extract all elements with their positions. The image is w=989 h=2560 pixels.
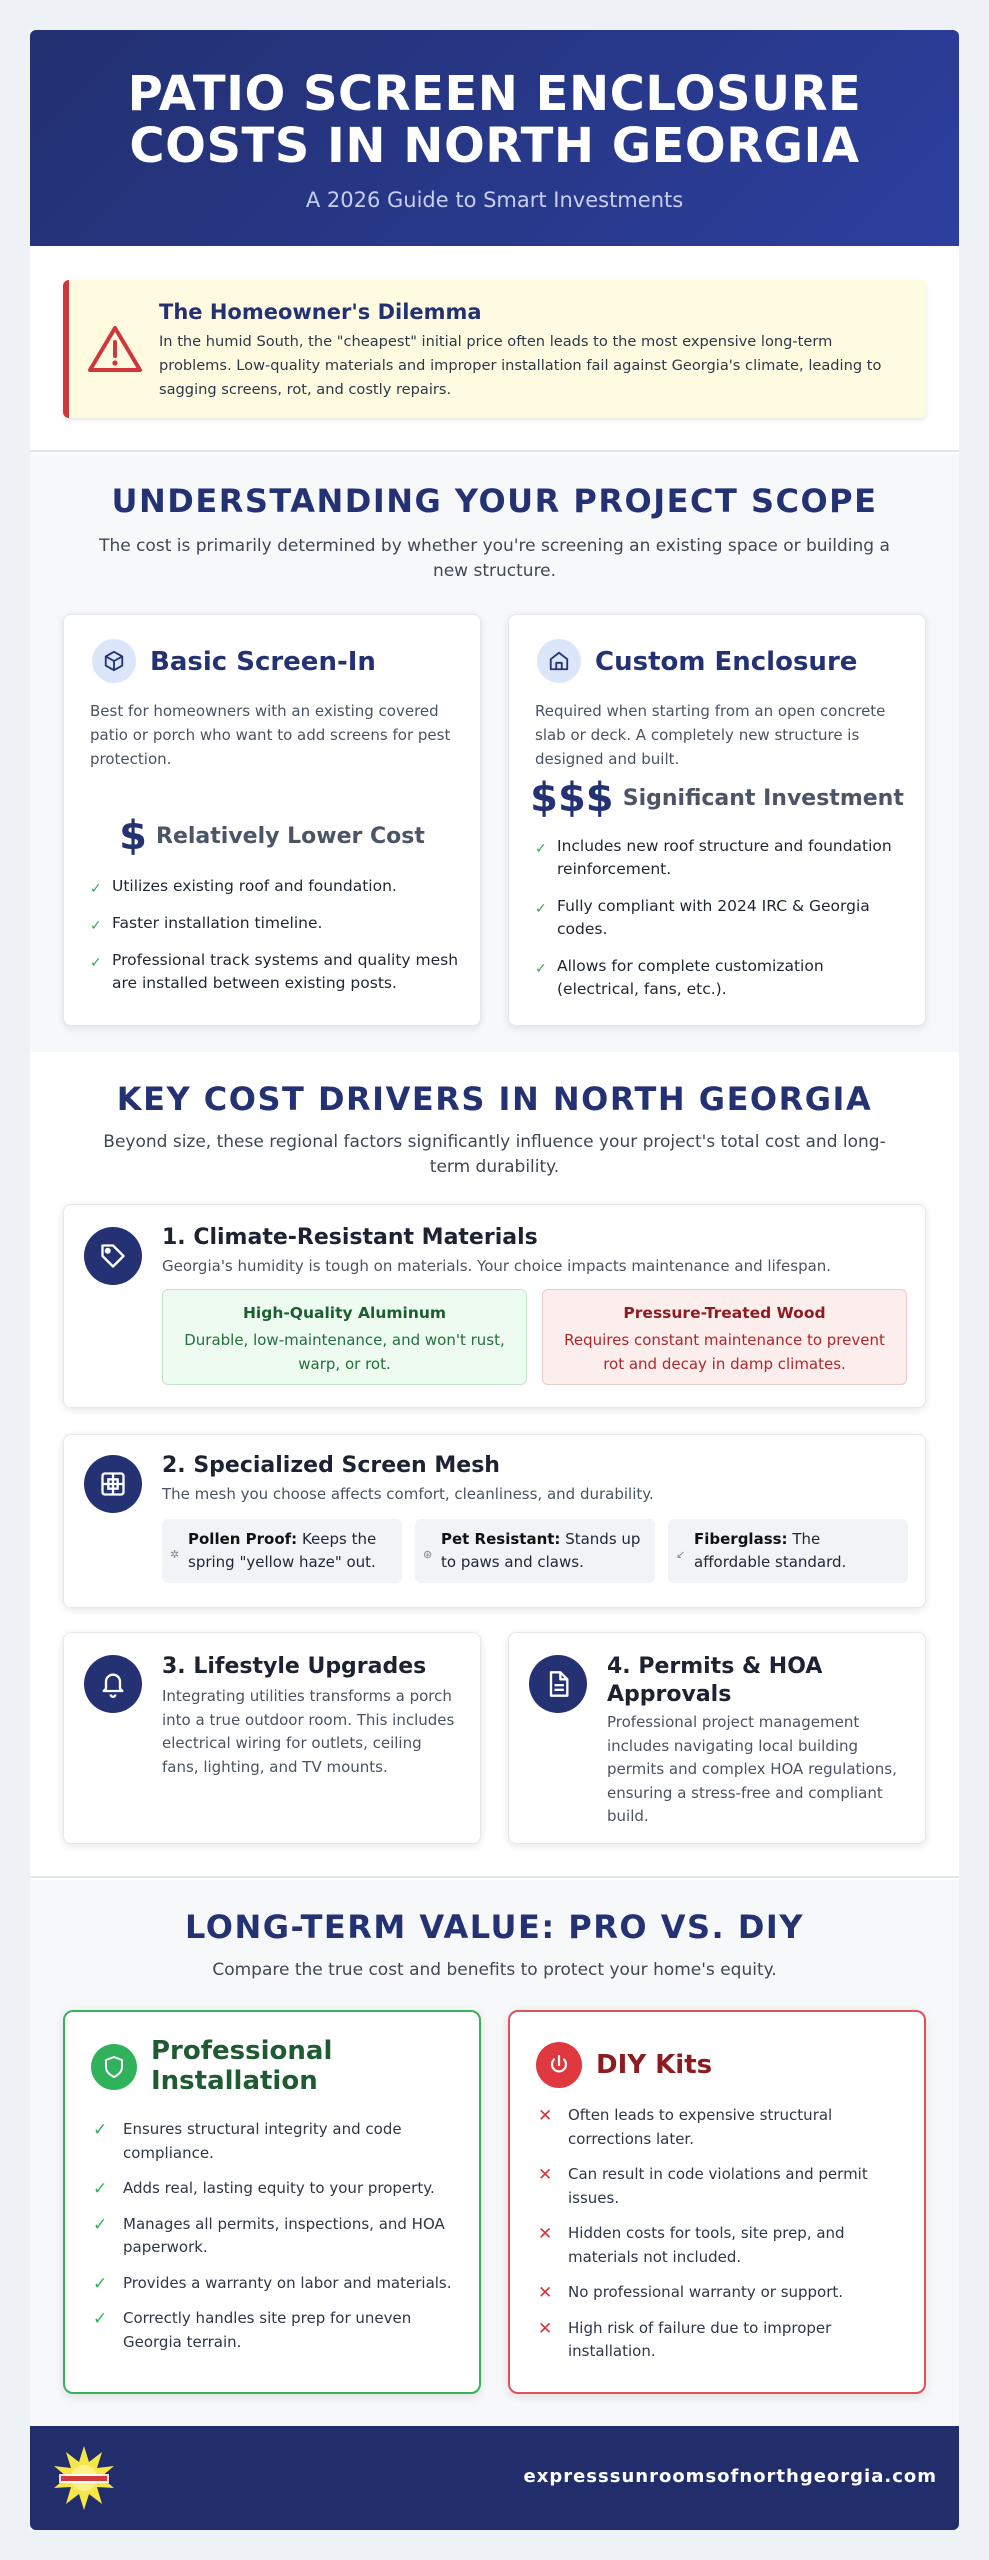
list-item: ✓ Fully compliant with 2024 IRC & Georgia codes. bbox=[535, 897, 870, 938]
card-title: Custom Enclosure bbox=[595, 647, 858, 677]
mesh-card bbox=[63, 1434, 926, 1608]
check-icon: ✓ bbox=[535, 961, 547, 977]
website-link[interactable]: expresssunroomsofnorthgeorgia.com bbox=[523, 2466, 937, 2487]
permits-card bbox=[508, 1632, 926, 1844]
x-icon: ✕ bbox=[538, 2318, 553, 2339]
list-item: ✓ Professional track systems and quality mesh are installed between existing posts. bbox=[90, 951, 459, 992]
driver-title: 2. Specialized Screen Mesh bbox=[162, 1453, 500, 1478]
shield-icon bbox=[91, 2044, 137, 2090]
list-item: ✓ Provides a warranty on labor and materials. bbox=[93, 2272, 458, 2296]
driver-description: Professional project management includes navigating local building permits and complex HOA regulations, ensuring a stress-free and compliant build. bbox=[607, 1713, 897, 1825]
list-item: ✕ Hidden costs for tools, site prep, and materials not included. bbox=[538, 2224, 845, 2266]
cost-label: Relatively Lower Cost bbox=[156, 823, 425, 849]
warning-triangle-icon bbox=[87, 324, 143, 374]
card-title: Basic Screen-In bbox=[150, 647, 376, 677]
option-title: High-Quality Aluminum bbox=[242, 1304, 447, 1322]
list-item: ✕ No professional warranty or support. bbox=[538, 2281, 903, 2305]
check-icon: ✓ bbox=[93, 2214, 108, 2235]
wood-option bbox=[542, 1289, 907, 1385]
drivers-subtitle: Beyond size, these regional factors significantly influence your project's total cost and long-term durability. bbox=[103, 1132, 886, 1177]
mesh-grid-icon bbox=[84, 1455, 142, 1513]
driver-description: The mesh you choose affects comfort, cleanliness, and durability. bbox=[162, 1485, 654, 1503]
feature-list bbox=[535, 835, 905, 1015]
cost-symbol: $ bbox=[119, 813, 147, 859]
bell-icon bbox=[84, 1655, 142, 1713]
card-title: Professional Installation bbox=[151, 2036, 333, 2096]
option-text: Durable, low-maintenance, and won't rust, warp, or rot. bbox=[184, 1331, 505, 1373]
x-icon: ✕ bbox=[538, 2283, 553, 2303]
check-icon: ✓ bbox=[535, 841, 547, 857]
check-icon: ✓ bbox=[90, 881, 102, 897]
drivers-title: KEY COST DRIVERS IN NORTH GEORGIA bbox=[116, 1080, 873, 1118]
card-description: Best for homeowners with an existing covered patio or porch who want to add screens for pest protection. bbox=[90, 702, 451, 768]
list-item: ✕ Often leads to expensive structural corrections later. bbox=[538, 2106, 833, 2148]
arrow-icon: ↙ bbox=[676, 1548, 686, 1561]
list-item: ✕ Can result in code violations and permit issues. bbox=[538, 2165, 868, 2207]
mesh-option-pollen: ✲ Pollen Proof: Keeps the spring "yellow haze" out. bbox=[162, 1519, 402, 1583]
express-sunrooms-logo bbox=[50, 2444, 118, 2512]
card-title: DIY Kits bbox=[596, 2050, 713, 2080]
x-icon: ✕ bbox=[538, 2165, 553, 2185]
cost-symbol: $$$ bbox=[530, 775, 614, 821]
card-description: Required when starting from an open concrete slab or deck. A completely new structure is designed and built. bbox=[535, 702, 886, 768]
list-item: ✓ Faster installation timeline. bbox=[90, 912, 460, 935]
check-icon: ✓ bbox=[90, 918, 102, 934]
driver-title: 4. Permits & HOA Approvals bbox=[607, 1654, 823, 1707]
cost-indicator bbox=[64, 813, 480, 859]
sparkle-icon: ✲ bbox=[170, 1548, 180, 1561]
dilemma-section bbox=[30, 246, 959, 452]
custom-enclosure-card bbox=[508, 614, 926, 1026]
diy-drawbacks-list bbox=[538, 2104, 903, 2376]
page-subtitle: A 2026 Guide to Smart Investments bbox=[305, 188, 684, 212]
basic-screen-in-card bbox=[63, 614, 481, 1026]
list-item: ✓ Correctly handles site prep for uneven Georgia terrain. bbox=[93, 2309, 412, 2351]
check-icon: ✓ bbox=[93, 2309, 108, 2329]
lifestyle-card bbox=[63, 1632, 481, 1844]
driver-title: 1. Climate-Resistant Materials bbox=[162, 1225, 538, 1250]
scope-section bbox=[30, 454, 959, 1052]
house-icon bbox=[537, 639, 581, 683]
scope-title: UNDERSTANDING YOUR PROJECT SCOPE bbox=[111, 482, 878, 520]
list-item: ✓ Manages all permits, inspections, and HOA paperwork. bbox=[93, 2214, 445, 2256]
check-icon: ✓ bbox=[90, 955, 102, 971]
feature-list bbox=[90, 875, 460, 1009]
aluminum-option bbox=[162, 1289, 527, 1385]
value-subtitle: Compare the true cost and benefits to protect your home's equity. bbox=[212, 1960, 777, 1980]
power-icon bbox=[536, 2042, 582, 2088]
list-item: ✓ Ensures structural integrity and code compliance. bbox=[93, 2120, 402, 2162]
value-title: LONG-TERM VALUE: PRO VS. DIY bbox=[185, 1908, 804, 1946]
header-banner bbox=[30, 30, 959, 246]
value-section bbox=[30, 1880, 959, 2426]
list-item: ✓ Utilizes existing roof and foundation. bbox=[90, 875, 460, 898]
option-text: Requires constant maintenance to prevent rot and decay in damp climates. bbox=[564, 1331, 885, 1373]
list-item: ✕ High risk of failure due to improper installation. bbox=[538, 2318, 832, 2360]
materials-card bbox=[63, 1204, 926, 1408]
footer bbox=[30, 2426, 959, 2530]
professional-installation-card bbox=[63, 2010, 481, 2394]
mesh-option-fiberglass: ↙ Fiberglass: The affordable standard. bbox=[668, 1519, 908, 1583]
driver-title: 3. Lifestyle Upgrades bbox=[162, 1654, 427, 1679]
dilemma-title: The Homeowner's Dilemma bbox=[159, 300, 482, 324]
dilemma-text: In the humid South, the "cheapest" initial price often leads to the most expensive long-term problems. Low-quality materials and improper installation fail against Georgia's climate, leading to sagging screens, rot, and costly repairs. bbox=[159, 333, 882, 398]
x-icon: ✕ bbox=[538, 2224, 553, 2244]
cost-label: Significant Investment bbox=[622, 785, 904, 811]
list-item: ✓ Allows for complete customization (electrical, fans, etc.). bbox=[535, 957, 824, 998]
check-icon: ✓ bbox=[93, 2179, 108, 2199]
check-icon: ✓ bbox=[93, 2120, 108, 2140]
list-item: ✓ Adds real, lasting equity to your property. bbox=[93, 2177, 458, 2201]
pro-benefits-list bbox=[93, 2118, 458, 2366]
title-line-2: COSTS IN NORTH GEORGIA bbox=[129, 118, 860, 174]
title-line-1: PATIO SCREEN ENCLOSURE bbox=[127, 66, 862, 122]
scope-subtitle: The cost is primarily determined by whether you're screening an existing space or building a new structure. bbox=[99, 536, 890, 581]
cost-drivers-section bbox=[30, 1052, 959, 1878]
list-item: ✓ Includes new roof structure and foundation reinforcement. bbox=[535, 837, 892, 878]
upgrades-row bbox=[30, 1632, 959, 1846]
mesh-option-pet: ⊛ Pet Resistant: Stands up to paws and claws. bbox=[415, 1519, 655, 1583]
driver-description: Integrating utilities transforms a porch into a true outdoor room. This includes electrical wiring for outlets, ceiling fans, lighting, and TV mounts. bbox=[162, 1687, 455, 1776]
document-icon bbox=[529, 1655, 587, 1713]
paw-icon: ⊛ bbox=[423, 1548, 433, 1561]
dilemma-callout bbox=[63, 280, 926, 418]
check-icon: ✓ bbox=[93, 2273, 108, 2294]
option-title: Pressure-Treated Wood bbox=[623, 1304, 826, 1322]
diy-kits-card bbox=[508, 2010, 926, 2394]
driver-description: Georgia's humidity is tough on materials. Your choice impacts maintenance and lifespan. bbox=[162, 1257, 832, 1275]
page-title bbox=[30, 68, 959, 172]
x-icon: ✕ bbox=[538, 2106, 553, 2126]
cost-indicator bbox=[509, 775, 925, 821]
cube-icon bbox=[92, 639, 136, 683]
tag-icon bbox=[84, 1227, 142, 1285]
check-icon: ✓ bbox=[535, 901, 547, 917]
